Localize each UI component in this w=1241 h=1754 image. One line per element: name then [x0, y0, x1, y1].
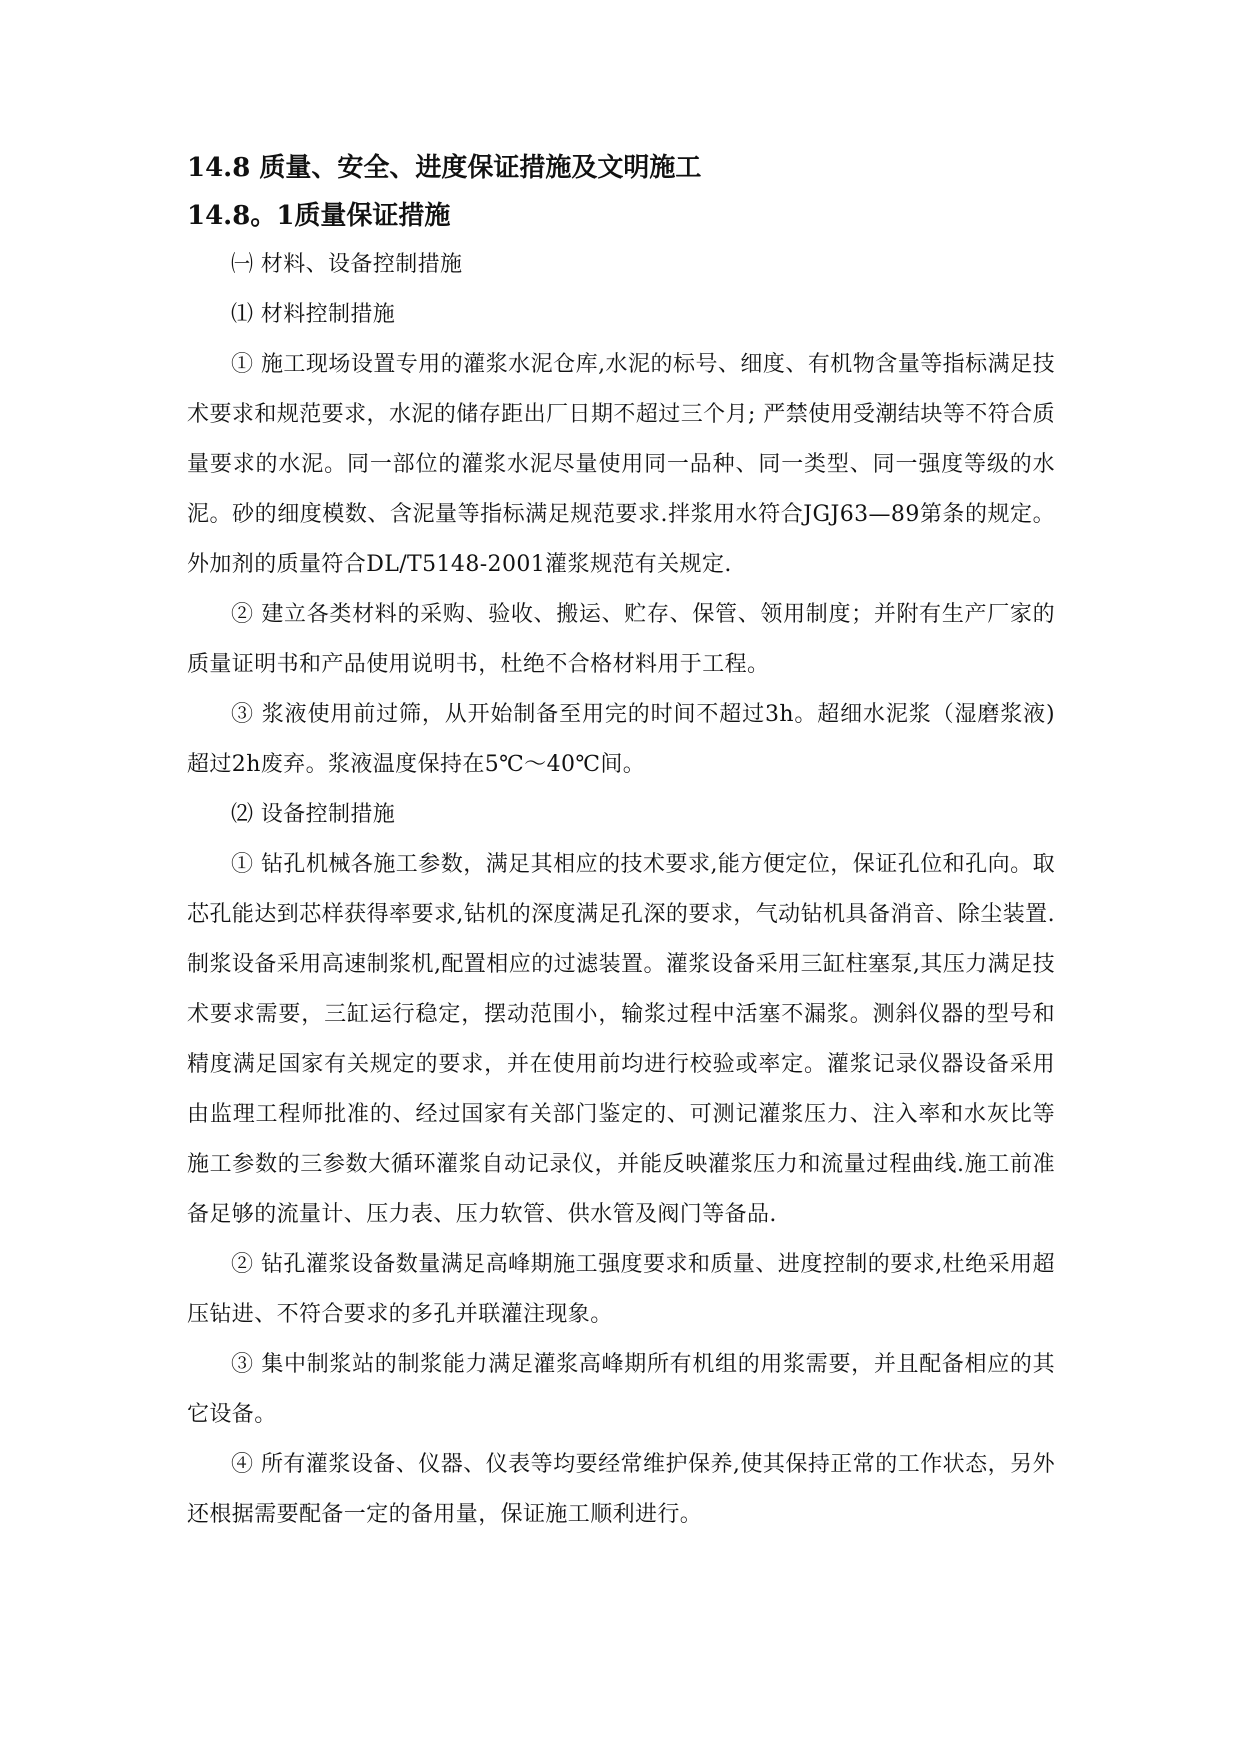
paragraph-list-heading-1: ㈠ 材料、设备控制措施 — [231, 252, 463, 277]
paragraph-equipment-3: ③ 集中制浆站的制浆能力满足灌浆高峰期所有机组的用浆需要，并且配备相应的其它设备。 — [187, 1352, 1055, 1427]
subsection-heading: 14.8。1质量保证措施 — [187, 201, 451, 231]
paragraph-equipment-1: ① 钻孔机械各施工参数，满足其相应的技术要求,能方便定位，保证孔位和孔向。取芯孔能达到芯样获得率要求,钻机的深度满足孔深的要求，气动钻机具备消音、除尘装置.制浆设备采用高速制浆机,配置相应的过滤装置。灌浆设备采用三缸柱塞泵,其压力满足技术要求需要，三缸运行稳定，摆动范围小，输浆过程中活塞不漏浆。测斜仪器的型号和精度满足国家有关规定的要求，并在使用前均进行校验或率定。灌浆记录仪器设备采用由监理工程师批准的、经过国家有关部门鉴定的、可测记灌浆压力、注入率和水灰比等施工参数的三参数大循环灌浆自动记录仪，并能反映灌浆压力和流量过程曲线.施工前准备足够的流量计、压力表、压力软管、供水管及阀门等备品. — [187, 852, 1055, 1227]
document-body — [187, 150, 1055, 1540]
paragraph-equipment-heading: ⑵ 设备控制措施 — [231, 802, 396, 827]
section-heading: 14.8 质量、安全、进度保证措施及文明施工 — [187, 153, 702, 183]
paragraph-equipment-4: ④ 所有灌浆设备、仪器、仪表等均要经常维护保养,使其保持正常的工作状态，另外还根据需要配备一定的备用量，保证施工顺利进行。 — [187, 1452, 1055, 1527]
paragraph-materials-2: ② 建立各类材料的采购、验收、搬运、贮存、保管、领用制度；并附有生产厂家的质量证明书和产品使用说明书，杜绝不合格材料用于工程。 — [187, 602, 1055, 677]
paragraph-materials-3: ③ 浆液使用前过筛，从开始制备至用完的时间不超过3h。超细水泥浆（湿磨浆液)超过2h废弃。浆液温度保持在5℃～40℃间。 — [187, 702, 1055, 777]
paragraph-materials-heading: ⑴ 材料控制措施 — [231, 302, 396, 327]
paragraph-materials-1: ① 施工现场设置专用的灌浆水泥仓库,水泥的标号、细度、有机物含量等指标满足技术要求和规范要求，水泥的储存距出厂日期不超过三个月; 严禁使用受潮结块等不符合质量要求的水泥。同一部位的灌浆水泥尽量使用同一品种、同一类型、同一强度等级的水泥。砂的细度模数、含泥量等指标满足规范要求.拌浆用水符合JGJ63—89第条的规定。外加剂的质量符合DL/T5148-2001灌浆规范有关规定. — [187, 352, 1055, 577]
paragraph-equipment-2: ② 钻孔灌浆设备数量满足高峰期施工强度要求和质量、进度控制的要求,杜绝采用超压钻进、不符合要求的多孔并联灌注现象。 — [187, 1252, 1055, 1327]
